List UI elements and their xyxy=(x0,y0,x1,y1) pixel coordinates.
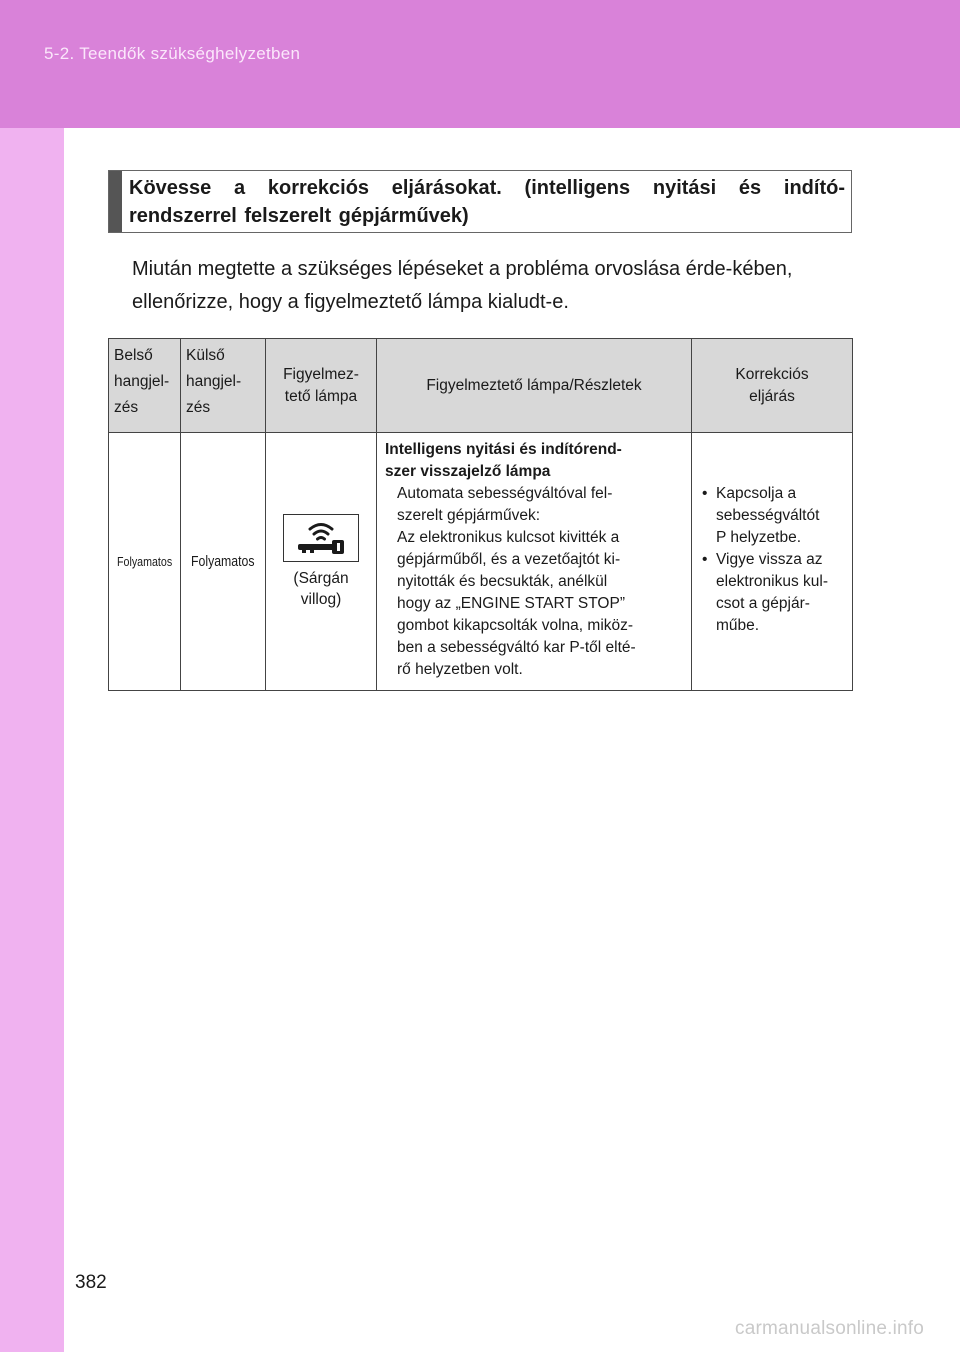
details-line: gombot kikapcsolták volna, miköz- xyxy=(397,617,634,634)
lamp-caption-line1: (Sárgán xyxy=(293,569,349,587)
details-line: rő helyzetben volt. xyxy=(397,661,523,678)
list-item: • Vigye vissza az elektronikus kul- csot a gépjár- műbe. xyxy=(702,549,846,637)
warning-table xyxy=(108,338,853,691)
table-header-row xyxy=(109,339,853,433)
section-title: 5-2. Teendők szükséghelyzetben xyxy=(44,44,301,63)
warning-lamp-cell xyxy=(266,433,377,691)
header-inner-buzzer: Belső hangjel- zés xyxy=(109,339,181,433)
details-cell xyxy=(377,433,692,691)
details-title-line1: Intelligens nyitási és indítórend- xyxy=(385,441,622,458)
watermark: carmanualsonline.info xyxy=(735,1318,925,1339)
table-row xyxy=(109,433,853,691)
left-margin-strip xyxy=(0,128,64,1352)
header-band xyxy=(0,0,960,128)
outer-buzzer-value: Folyamatos xyxy=(181,433,266,691)
details-line: hogy az „ENGINE START STOP” xyxy=(397,595,625,612)
details-line: nyitották és becsukták, anélkül xyxy=(397,573,608,590)
list-item: • Kapcsolja a sebességváltót P helyzetbe. xyxy=(702,483,846,549)
header-outer-buzzer: Külső hangjel- zés xyxy=(181,339,266,433)
title-accent-bar xyxy=(109,171,122,232)
header-correction: Korrekciós eljárás xyxy=(692,339,853,433)
details-line: gépjárműből, és a vezetőajtót ki- xyxy=(397,551,621,568)
correction-cell xyxy=(692,433,853,691)
correction-list xyxy=(702,483,846,637)
intro-paragraph: Miután megtette a szükséges lépéseket a probléma orvoslása érde-kében, ellenőrizze, hogy a figyelmeztető lámpa kialudt-e. xyxy=(132,258,793,313)
page-title: Kövesse a korrekciós eljárásokat. (intelligens nyitási és indító-rendszerrel felszerelt gépjárművek) xyxy=(129,177,845,227)
page-number: 382 xyxy=(75,1272,107,1293)
title-box xyxy=(108,170,852,233)
details-title-line2: szer visszajelző lámpa xyxy=(385,463,551,480)
details-line: Az elektronikus kulcsot kivitték a xyxy=(397,529,620,546)
header-warning-lamp: Figyelmez- tető lámpa xyxy=(266,339,377,433)
smart-key-indicator-icon xyxy=(283,514,359,562)
inner-buzzer-value: Folyamatos xyxy=(109,433,181,691)
details-line: Automata sebességváltóval fel- xyxy=(397,485,613,502)
details-line: szerelt gépjárművek: xyxy=(397,507,541,524)
lamp-caption-line2: villog) xyxy=(300,590,342,608)
details-line: ben a sebességváltó kar P-től elté- xyxy=(397,639,636,656)
header-details: Figyelmeztető lámpa/Részletek xyxy=(377,339,692,433)
